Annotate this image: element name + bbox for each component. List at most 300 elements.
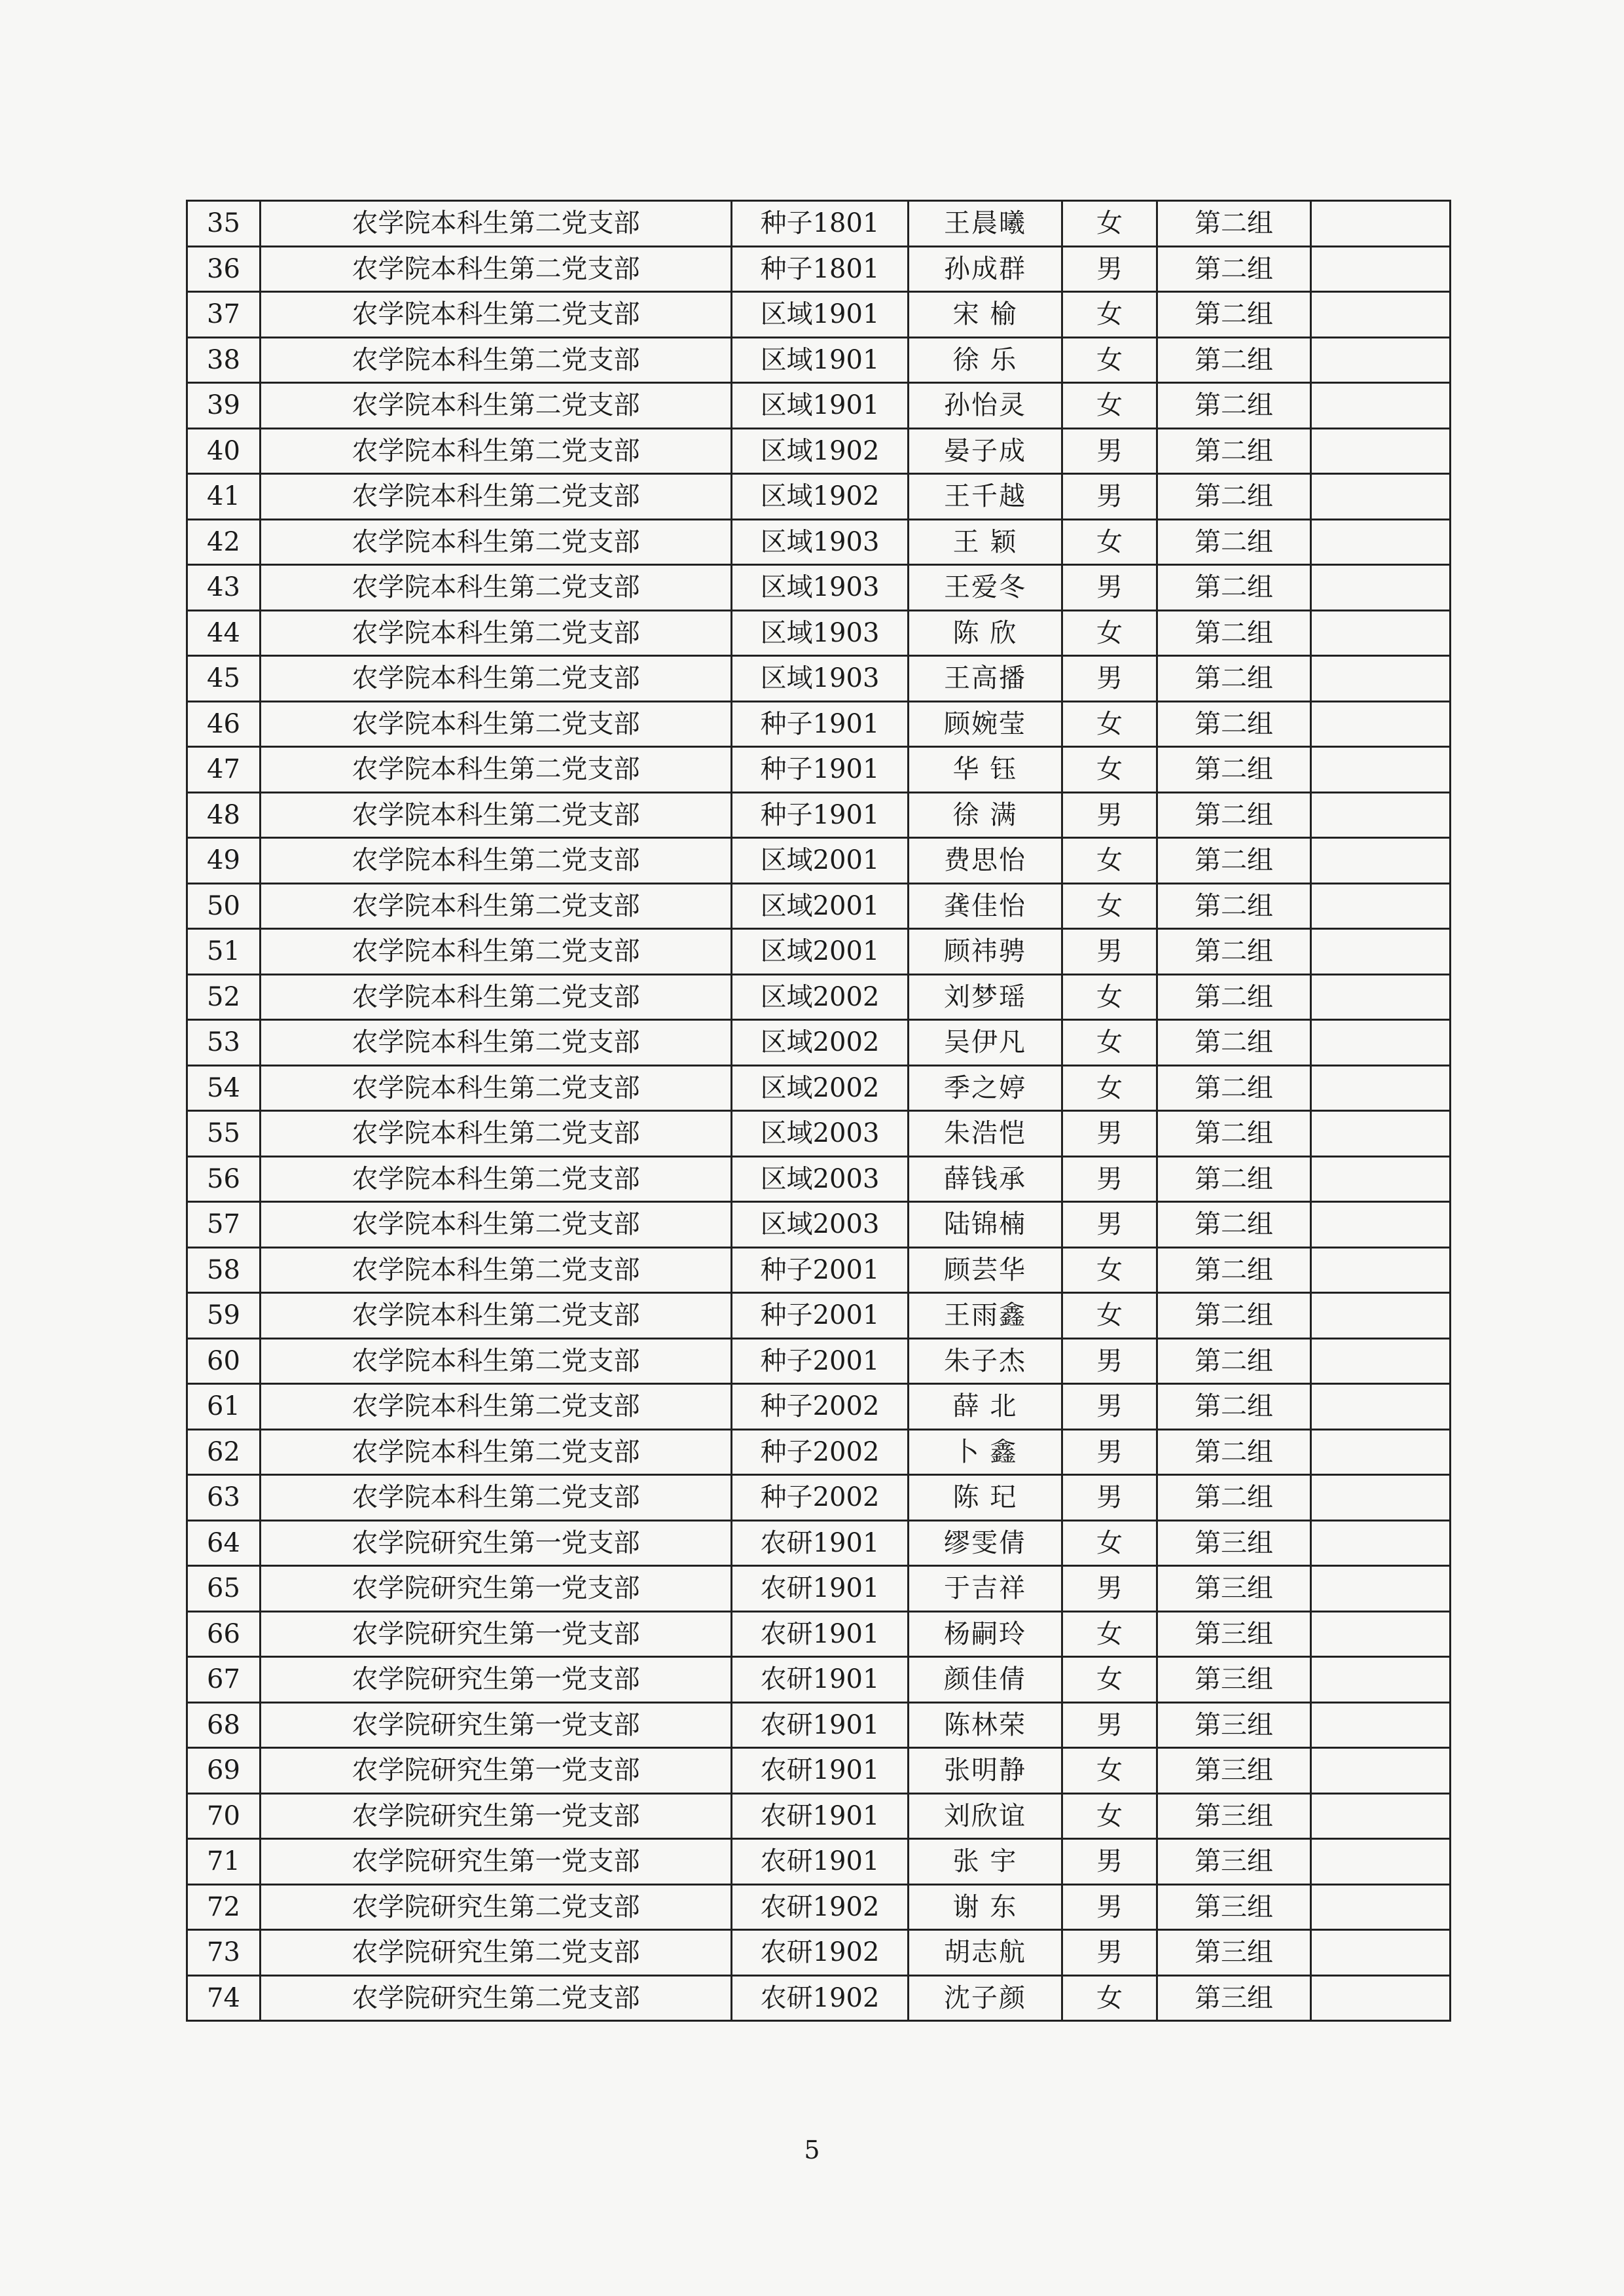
note-cell bbox=[1311, 1839, 1451, 1885]
class-name-cell: 农研1901 bbox=[732, 1611, 909, 1657]
gender-cell: 女 bbox=[1062, 1520, 1157, 1566]
member-name-cell: 华 钰 bbox=[909, 747, 1062, 793]
note-cell bbox=[1311, 1930, 1451, 1976]
class-name-cell: 种子1901 bbox=[732, 792, 909, 838]
class-name-cell: 区域1902 bbox=[732, 428, 909, 474]
note-cell bbox=[1311, 383, 1451, 429]
member-name-cell: 杨嗣玲 bbox=[909, 1611, 1062, 1657]
gender-cell: 女 bbox=[1062, 838, 1157, 884]
group-cell: 第三组 bbox=[1157, 1611, 1311, 1657]
row-number-cell: 62 bbox=[187, 1429, 261, 1475]
class-name-cell: 区域2001 bbox=[732, 929, 909, 975]
group-cell: 第三组 bbox=[1157, 1975, 1311, 2021]
table-row bbox=[187, 337, 1451, 383]
table-row bbox=[187, 519, 1451, 565]
table-row bbox=[187, 1657, 1451, 1703]
member-name-cell: 王晨曦 bbox=[909, 201, 1062, 247]
gender-cell: 女 bbox=[1062, 1611, 1157, 1657]
table-row bbox=[187, 1475, 1451, 1521]
group-cell: 第二组 bbox=[1157, 201, 1311, 247]
note-cell bbox=[1311, 565, 1451, 611]
party-branch-cell: 农学院本科生第二党支部 bbox=[261, 1384, 732, 1430]
row-number-cell: 66 bbox=[187, 1611, 261, 1657]
row-number-cell: 73 bbox=[187, 1930, 261, 1976]
note-cell bbox=[1311, 1884, 1451, 1930]
class-name-cell: 区域2001 bbox=[732, 838, 909, 884]
gender-cell: 男 bbox=[1062, 1475, 1157, 1521]
group-cell: 第二组 bbox=[1157, 701, 1311, 747]
gender-cell: 男 bbox=[1062, 1338, 1157, 1384]
table-row bbox=[187, 428, 1451, 474]
note-cell bbox=[1311, 474, 1451, 520]
member-name-cell: 于吉祥 bbox=[909, 1566, 1062, 1612]
gender-cell: 男 bbox=[1062, 1202, 1157, 1248]
group-cell: 第二组 bbox=[1157, 519, 1311, 565]
note-cell bbox=[1311, 610, 1451, 656]
note-cell bbox=[1311, 428, 1451, 474]
row-number-cell: 48 bbox=[187, 792, 261, 838]
row-number-cell: 41 bbox=[187, 474, 261, 520]
group-cell: 第二组 bbox=[1157, 337, 1311, 383]
row-number-cell: 36 bbox=[187, 246, 261, 292]
row-number-cell: 64 bbox=[187, 1520, 261, 1566]
group-cell: 第三组 bbox=[1157, 1839, 1311, 1885]
note-cell bbox=[1311, 1429, 1451, 1475]
class-name-cell: 农研1901 bbox=[732, 1657, 909, 1703]
party-branch-cell: 农学院研究生第二党支部 bbox=[261, 1975, 732, 2021]
party-branch-cell: 农学院研究生第二党支部 bbox=[261, 1930, 732, 1976]
row-number-cell: 68 bbox=[187, 1702, 261, 1748]
table-row bbox=[187, 1020, 1451, 1066]
class-name-cell: 农研1902 bbox=[732, 1930, 909, 1976]
group-cell: 第二组 bbox=[1157, 1429, 1311, 1475]
party-branch-cell: 农学院本科生第二党支部 bbox=[261, 929, 732, 975]
group-cell: 第二组 bbox=[1157, 1475, 1311, 1521]
table-row bbox=[187, 838, 1451, 884]
note-cell bbox=[1311, 1793, 1451, 1839]
party-branch-cell: 农学院本科生第二党支部 bbox=[261, 1111, 732, 1157]
table-row bbox=[187, 929, 1451, 975]
group-cell: 第二组 bbox=[1157, 292, 1311, 338]
class-name-cell: 种子1801 bbox=[732, 246, 909, 292]
member-name-cell: 季之婷 bbox=[909, 1065, 1062, 1111]
row-number-cell: 47 bbox=[187, 747, 261, 793]
row-number-cell: 60 bbox=[187, 1338, 261, 1384]
group-cell: 第二组 bbox=[1157, 838, 1311, 884]
party-branch-cell: 农学院研究生第一党支部 bbox=[261, 1748, 732, 1794]
row-number-cell: 63 bbox=[187, 1475, 261, 1521]
member-name-cell: 王高播 bbox=[909, 656, 1062, 702]
class-name-cell: 种子2002 bbox=[732, 1384, 909, 1430]
gender-cell: 男 bbox=[1062, 1156, 1157, 1202]
member-name-cell: 徐 乐 bbox=[909, 337, 1062, 383]
member-name-cell: 王爱冬 bbox=[909, 565, 1062, 611]
table-row bbox=[187, 747, 1451, 793]
note-cell bbox=[1311, 246, 1451, 292]
group-cell: 第二组 bbox=[1157, 383, 1311, 429]
note-cell bbox=[1311, 883, 1451, 929]
table-row bbox=[187, 1202, 1451, 1248]
page-number: 5 bbox=[804, 2136, 820, 2164]
table-row bbox=[187, 1884, 1451, 1930]
table-row bbox=[187, 1384, 1451, 1430]
group-cell: 第二组 bbox=[1157, 474, 1311, 520]
group-cell: 第二组 bbox=[1157, 929, 1311, 975]
party-branch-cell: 农学院研究生第一党支部 bbox=[261, 1657, 732, 1703]
row-number-cell: 40 bbox=[187, 428, 261, 474]
gender-cell: 女 bbox=[1062, 1748, 1157, 1794]
note-cell bbox=[1311, 838, 1451, 884]
group-cell: 第二组 bbox=[1157, 1111, 1311, 1157]
member-name-cell: 宋 榆 bbox=[909, 292, 1062, 338]
gender-cell: 男 bbox=[1062, 929, 1157, 975]
table-row bbox=[187, 1293, 1451, 1339]
gender-cell: 男 bbox=[1062, 1111, 1157, 1157]
gender-cell: 女 bbox=[1062, 519, 1157, 565]
row-number-cell: 70 bbox=[187, 1793, 261, 1839]
party-branch-cell: 农学院本科生第二党支部 bbox=[261, 1338, 732, 1384]
class-name-cell: 区域2002 bbox=[732, 974, 909, 1020]
note-cell bbox=[1311, 1657, 1451, 1703]
table-row bbox=[187, 1975, 1451, 2021]
party-branch-cell: 农学院本科生第二党支部 bbox=[261, 1020, 732, 1066]
group-cell: 第二组 bbox=[1157, 1384, 1311, 1430]
class-name-cell: 农研1901 bbox=[732, 1839, 909, 1885]
row-number-cell: 37 bbox=[187, 292, 261, 338]
table-row bbox=[187, 201, 1451, 247]
row-number-cell: 55 bbox=[187, 1111, 261, 1157]
note-cell bbox=[1311, 701, 1451, 747]
member-name-cell: 顾婉莹 bbox=[909, 701, 1062, 747]
table-row bbox=[187, 565, 1451, 611]
member-name-cell: 龚佳怡 bbox=[909, 883, 1062, 929]
class-name-cell: 农研1902 bbox=[732, 1884, 909, 1930]
party-branch-cell: 农学院研究生第一党支部 bbox=[261, 1839, 732, 1885]
group-cell: 第三组 bbox=[1157, 1520, 1311, 1566]
group-cell: 第三组 bbox=[1157, 1657, 1311, 1703]
member-name-cell: 刘梦瑶 bbox=[909, 974, 1062, 1020]
gender-cell: 男 bbox=[1062, 1429, 1157, 1475]
class-name-cell: 种子2001 bbox=[732, 1338, 909, 1384]
row-number-cell: 69 bbox=[187, 1748, 261, 1794]
class-name-cell: 种子2001 bbox=[732, 1247, 909, 1293]
note-cell bbox=[1311, 929, 1451, 975]
table-row bbox=[187, 1111, 1451, 1157]
row-number-cell: 56 bbox=[187, 1156, 261, 1202]
member-name-cell: 孙怡灵 bbox=[909, 383, 1062, 429]
class-name-cell: 农研1901 bbox=[732, 1793, 909, 1839]
member-name-cell: 陈 玘 bbox=[909, 1475, 1062, 1521]
gender-cell: 女 bbox=[1062, 610, 1157, 656]
gender-cell: 女 bbox=[1062, 1020, 1157, 1066]
party-branch-cell: 农学院本科生第二党支部 bbox=[261, 610, 732, 656]
gender-cell: 男 bbox=[1062, 246, 1157, 292]
row-number-cell: 45 bbox=[187, 656, 261, 702]
member-name-cell: 薛 北 bbox=[909, 1384, 1062, 1430]
row-number-cell: 35 bbox=[187, 201, 261, 247]
note-cell bbox=[1311, 1702, 1451, 1748]
note-cell bbox=[1311, 1975, 1451, 2021]
class-name-cell: 区域1903 bbox=[732, 565, 909, 611]
class-name-cell: 农研1901 bbox=[732, 1566, 909, 1612]
class-name-cell: 种子1901 bbox=[732, 701, 909, 747]
party-branch-cell: 农学院本科生第二党支部 bbox=[261, 428, 732, 474]
gender-cell: 女 bbox=[1062, 701, 1157, 747]
note-cell bbox=[1311, 1156, 1451, 1202]
gender-cell: 女 bbox=[1062, 1247, 1157, 1293]
class-name-cell: 农研1902 bbox=[732, 1975, 909, 2021]
member-name-cell: 陈 欣 bbox=[909, 610, 1062, 656]
row-number-cell: 42 bbox=[187, 519, 261, 565]
class-name-cell: 区域2001 bbox=[732, 883, 909, 929]
gender-cell: 女 bbox=[1062, 1975, 1157, 2021]
row-number-cell: 52 bbox=[187, 974, 261, 1020]
group-cell: 第二组 bbox=[1157, 974, 1311, 1020]
table-row bbox=[187, 610, 1451, 656]
gender-cell: 女 bbox=[1062, 1293, 1157, 1339]
class-name-cell: 区域2002 bbox=[732, 1065, 909, 1111]
member-name-cell: 陈林荣 bbox=[909, 1702, 1062, 1748]
class-name-cell: 区域1901 bbox=[732, 337, 909, 383]
party-branch-cell: 农学院本科生第二党支部 bbox=[261, 792, 732, 838]
row-number-cell: 44 bbox=[187, 610, 261, 656]
class-name-cell: 区域1903 bbox=[732, 610, 909, 656]
gender-cell: 男 bbox=[1062, 1884, 1157, 1930]
gender-cell: 女 bbox=[1062, 201, 1157, 247]
note-cell bbox=[1311, 1338, 1451, 1384]
member-name-cell: 吴伊凡 bbox=[909, 1020, 1062, 1066]
party-branch-cell: 农学院本科生第二党支部 bbox=[261, 519, 732, 565]
party-branch-cell: 农学院本科生第二党支部 bbox=[261, 292, 732, 338]
group-cell: 第二组 bbox=[1157, 656, 1311, 702]
member-name-cell: 王千越 bbox=[909, 474, 1062, 520]
member-name-cell: 谢 东 bbox=[909, 1884, 1062, 1930]
class-name-cell: 种子2001 bbox=[732, 1293, 909, 1339]
row-number-cell: 57 bbox=[187, 1202, 261, 1248]
member-name-cell: 王雨鑫 bbox=[909, 1293, 1062, 1339]
group-cell: 第二组 bbox=[1157, 610, 1311, 656]
group-cell: 第三组 bbox=[1157, 1566, 1311, 1612]
gender-cell: 男 bbox=[1062, 565, 1157, 611]
row-number-cell: 67 bbox=[187, 1657, 261, 1703]
note-cell bbox=[1311, 1566, 1451, 1612]
member-name-cell: 颜佳倩 bbox=[909, 1657, 1062, 1703]
note-cell bbox=[1311, 1520, 1451, 1566]
party-branch-cell: 农学院本科生第二党支部 bbox=[261, 1247, 732, 1293]
member-name-cell: 刘欣谊 bbox=[909, 1793, 1062, 1839]
party-branch-cell: 农学院本科生第二党支部 bbox=[261, 1065, 732, 1111]
row-number-cell: 59 bbox=[187, 1293, 261, 1339]
group-cell: 第三组 bbox=[1157, 1702, 1311, 1748]
note-cell bbox=[1311, 1475, 1451, 1521]
row-number-cell: 54 bbox=[187, 1065, 261, 1111]
note-cell bbox=[1311, 1293, 1451, 1339]
party-branch-cell: 农学院本科生第二党支部 bbox=[261, 1293, 732, 1339]
party-branch-cell: 农学院本科生第二党支部 bbox=[261, 838, 732, 884]
note-cell bbox=[1311, 201, 1451, 247]
gender-cell: 男 bbox=[1062, 1566, 1157, 1612]
note-cell bbox=[1311, 1020, 1451, 1066]
table-row bbox=[187, 1566, 1451, 1612]
party-branch-cell: 农学院研究生第一党支部 bbox=[261, 1566, 732, 1612]
party-branch-cell: 农学院本科生第二党支部 bbox=[261, 1156, 732, 1202]
party-branch-cell: 农学院本科生第二党支部 bbox=[261, 883, 732, 929]
table-row bbox=[187, 1702, 1451, 1748]
gender-cell: 女 bbox=[1062, 1065, 1157, 1111]
class-name-cell: 区域1902 bbox=[732, 474, 909, 520]
class-name-cell: 种子2002 bbox=[732, 1429, 909, 1475]
group-cell: 第二组 bbox=[1157, 1202, 1311, 1248]
row-number-cell: 43 bbox=[187, 565, 261, 611]
note-cell bbox=[1311, 974, 1451, 1020]
table-row bbox=[187, 474, 1451, 520]
member-name-cell: 孙成群 bbox=[909, 246, 1062, 292]
group-cell: 第三组 bbox=[1157, 1793, 1311, 1839]
group-cell: 第二组 bbox=[1157, 1065, 1311, 1111]
member-name-cell: 薛钱承 bbox=[909, 1156, 1062, 1202]
class-name-cell: 区域1903 bbox=[732, 519, 909, 565]
member-name-cell: 张 宇 bbox=[909, 1839, 1062, 1885]
row-number-cell: 38 bbox=[187, 337, 261, 383]
table-row bbox=[187, 792, 1451, 838]
group-cell: 第二组 bbox=[1157, 1247, 1311, 1293]
party-branch-cell: 农学院本科生第二党支部 bbox=[261, 974, 732, 1020]
party-branch-cell: 农学院本科生第二党支部 bbox=[261, 701, 732, 747]
table-row bbox=[187, 383, 1451, 429]
note-cell bbox=[1311, 1384, 1451, 1430]
gender-cell: 女 bbox=[1062, 747, 1157, 793]
class-name-cell: 区域2003 bbox=[732, 1111, 909, 1157]
note-cell bbox=[1311, 337, 1451, 383]
party-branch-cell: 农学院研究生第一党支部 bbox=[261, 1611, 732, 1657]
roster-table bbox=[186, 200, 1451, 2022]
note-cell bbox=[1311, 1065, 1451, 1111]
group-cell: 第二组 bbox=[1157, 792, 1311, 838]
class-name-cell: 农研1901 bbox=[732, 1702, 909, 1748]
table-row bbox=[187, 292, 1451, 338]
party-branch-cell: 农学院研究生第一党支部 bbox=[261, 1702, 732, 1748]
table-row bbox=[187, 1520, 1451, 1566]
gender-cell: 女 bbox=[1062, 1657, 1157, 1703]
gender-cell: 女 bbox=[1062, 1793, 1157, 1839]
group-cell: 第二组 bbox=[1157, 747, 1311, 793]
group-cell: 第二组 bbox=[1157, 428, 1311, 474]
table-row bbox=[187, 656, 1451, 702]
note-cell bbox=[1311, 747, 1451, 793]
group-cell: 第三组 bbox=[1157, 1884, 1311, 1930]
row-number-cell: 58 bbox=[187, 1247, 261, 1293]
member-name-cell: 朱子杰 bbox=[909, 1338, 1062, 1384]
gender-cell: 男 bbox=[1062, 656, 1157, 702]
row-number-cell: 39 bbox=[187, 383, 261, 429]
party-branch-cell: 农学院研究生第二党支部 bbox=[261, 1884, 732, 1930]
class-name-cell: 区域2002 bbox=[732, 1020, 909, 1066]
party-branch-cell: 农学院本科生第二党支部 bbox=[261, 1429, 732, 1475]
member-name-cell: 费思怡 bbox=[909, 838, 1062, 884]
party-branch-cell: 农学院本科生第二党支部 bbox=[261, 1202, 732, 1248]
member-name-cell: 顾祎骋 bbox=[909, 929, 1062, 975]
gender-cell: 女 bbox=[1062, 383, 1157, 429]
gender-cell: 女 bbox=[1062, 337, 1157, 383]
note-cell bbox=[1311, 1748, 1451, 1794]
note-cell bbox=[1311, 1611, 1451, 1657]
table-row bbox=[187, 1793, 1451, 1839]
table-row bbox=[187, 1429, 1451, 1475]
row-number-cell: 71 bbox=[187, 1839, 261, 1885]
note-cell bbox=[1311, 292, 1451, 338]
member-name-cell: 徐 满 bbox=[909, 792, 1062, 838]
member-name-cell: 顾芸华 bbox=[909, 1247, 1062, 1293]
gender-cell: 男 bbox=[1062, 428, 1157, 474]
class-name-cell: 区域2003 bbox=[732, 1156, 909, 1202]
note-cell bbox=[1311, 1111, 1451, 1157]
table-row bbox=[187, 1930, 1451, 1976]
class-name-cell: 种子2002 bbox=[732, 1475, 909, 1521]
roster-rows bbox=[187, 201, 1451, 2021]
member-name-cell: 陆锦楠 bbox=[909, 1202, 1062, 1248]
class-name-cell: 种子1801 bbox=[732, 201, 909, 247]
gender-cell: 女 bbox=[1062, 883, 1157, 929]
party-branch-cell: 农学院本科生第二党支部 bbox=[261, 201, 732, 247]
group-cell: 第二组 bbox=[1157, 565, 1311, 611]
party-branch-cell: 农学院本科生第二党支部 bbox=[261, 474, 732, 520]
row-number-cell: 49 bbox=[187, 838, 261, 884]
class-name-cell: 种子1901 bbox=[732, 747, 909, 793]
member-name-cell: 胡志航 bbox=[909, 1930, 1062, 1976]
gender-cell: 男 bbox=[1062, 1384, 1157, 1430]
group-cell: 第二组 bbox=[1157, 246, 1311, 292]
member-name-cell: 晏子成 bbox=[909, 428, 1062, 474]
member-name-cell: 缪雯倩 bbox=[909, 1520, 1062, 1566]
gender-cell: 男 bbox=[1062, 474, 1157, 520]
party-branch-cell: 农学院研究生第一党支部 bbox=[261, 1793, 732, 1839]
group-cell: 第二组 bbox=[1157, 1338, 1311, 1384]
table-row bbox=[187, 974, 1451, 1020]
party-branch-cell: 农学院本科生第二党支部 bbox=[261, 383, 732, 429]
party-branch-cell: 农学院本科生第二党支部 bbox=[261, 246, 732, 292]
note-cell bbox=[1311, 1247, 1451, 1293]
member-name-cell: 王 颖 bbox=[909, 519, 1062, 565]
party-branch-cell: 农学院本科生第二党支部 bbox=[261, 337, 732, 383]
row-number-cell: 51 bbox=[187, 929, 261, 975]
table-row bbox=[187, 1338, 1451, 1384]
gender-cell: 男 bbox=[1062, 1930, 1157, 1976]
class-name-cell: 区域1901 bbox=[732, 383, 909, 429]
member-name-cell: 朱浩恺 bbox=[909, 1111, 1062, 1157]
gender-cell: 男 bbox=[1062, 1839, 1157, 1885]
member-name-cell: 张明静 bbox=[909, 1748, 1062, 1794]
row-number-cell: 53 bbox=[187, 1020, 261, 1066]
gender-cell: 女 bbox=[1062, 292, 1157, 338]
table-row bbox=[187, 883, 1451, 929]
class-name-cell: 农研1901 bbox=[732, 1520, 909, 1566]
party-branch-cell: 农学院本科生第二党支部 bbox=[261, 656, 732, 702]
table-row bbox=[187, 1611, 1451, 1657]
group-cell: 第三组 bbox=[1157, 1930, 1311, 1976]
gender-cell: 男 bbox=[1062, 1702, 1157, 1748]
row-number-cell: 46 bbox=[187, 701, 261, 747]
note-cell bbox=[1311, 656, 1451, 702]
member-name-cell: 沈子颜 bbox=[909, 1975, 1062, 2021]
group-cell: 第二组 bbox=[1157, 1293, 1311, 1339]
party-branch-cell: 农学院研究生第一党支部 bbox=[261, 1520, 732, 1566]
note-cell bbox=[1311, 519, 1451, 565]
class-name-cell: 区域1901 bbox=[732, 292, 909, 338]
gender-cell: 男 bbox=[1062, 792, 1157, 838]
row-number-cell: 50 bbox=[187, 883, 261, 929]
group-cell: 第二组 bbox=[1157, 1020, 1311, 1066]
table-row bbox=[187, 1748, 1451, 1794]
